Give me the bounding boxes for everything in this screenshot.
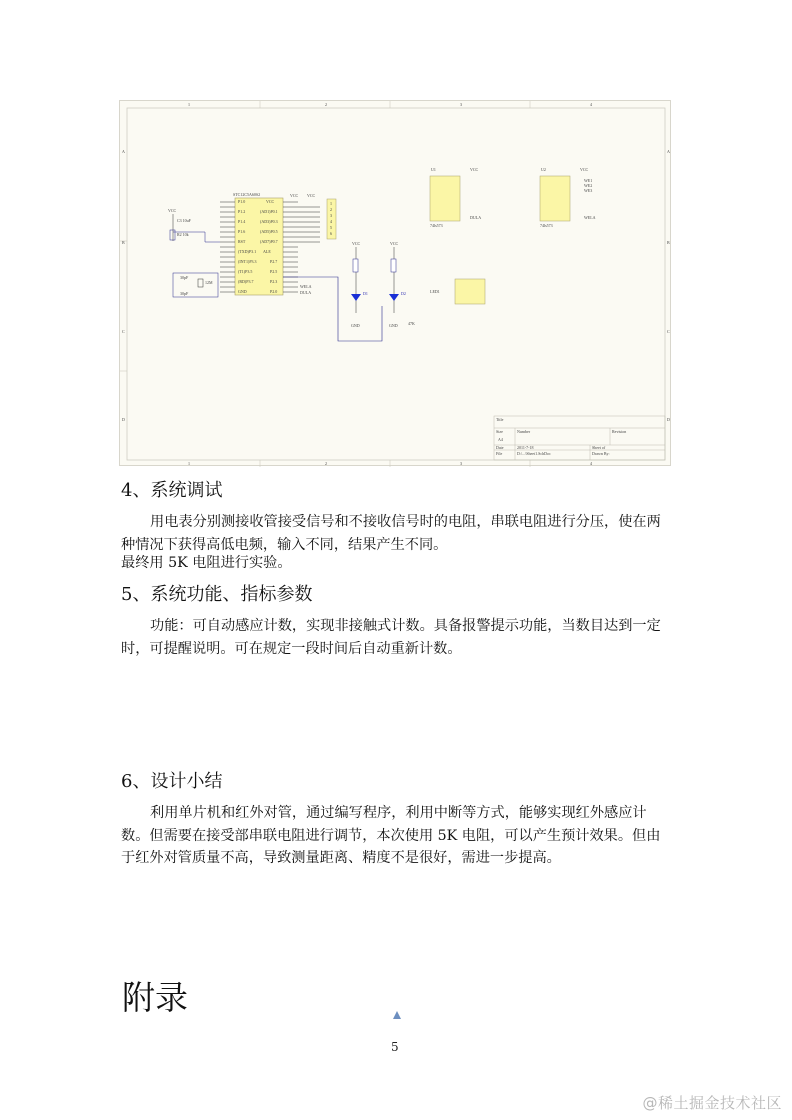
section-5-paragraph-1 [121, 615, 669, 660]
svg-text:(AD5)P0.5: (AD5)P0.5 [260, 229, 278, 234]
svg-text:6: 6 [330, 231, 332, 236]
svg-text:WE3: WE3 [584, 188, 593, 193]
svg-text:GND: GND [389, 323, 398, 328]
svg-text:VCC: VCC [352, 241, 361, 246]
svg-text:B: B [122, 240, 125, 245]
page-number: 5 [391, 1040, 399, 1054]
svg-text:U1: U1 [431, 167, 436, 172]
svg-text:1: 1 [188, 461, 190, 466]
svg-text:P2.5: P2.5 [270, 269, 278, 274]
svg-text:(AD3)P0.3: (AD3)P0.3 [260, 219, 278, 224]
section-heading-4: 4、系统调试 [121, 480, 223, 501]
svg-text:P1.6: P1.6 [238, 229, 246, 234]
svg-text:U2: U2 [541, 167, 546, 172]
svg-text:WELA: WELA [584, 215, 596, 220]
circuit-schematic-figure [119, 100, 671, 466]
section-6-paragraph-1 [121, 802, 669, 870]
svg-text:(AD1)P0.1: (AD1)P0.1 [260, 209, 278, 214]
appendix-heading: 附录 [122, 978, 188, 1017]
svg-text:P2.3: P2.3 [270, 279, 278, 284]
svg-text:47K: 47K [408, 321, 415, 326]
section-heading-5: 5、系统功能、指标参数 [121, 584, 313, 605]
svg-text:WE2: WE2 [584, 183, 593, 188]
svg-text:D:\...\Sheet1.SchDoc: D:\...\Sheet1.SchDoc [517, 451, 551, 456]
triangle-marker-icon [393, 1011, 401, 1019]
svg-text:VCC: VCC [266, 199, 275, 204]
svg-text:LED1: LED1 [430, 289, 440, 294]
svg-text:R2 10k: R2 10k [177, 232, 189, 237]
svg-text:2011-7-18: 2011-7-18 [517, 445, 534, 450]
svg-text:3: 3 [460, 461, 462, 466]
section-4-text-1: 用电表分别测接收管接受信号和不接收信号时的电阻，串联电阻进行分压，使在两种情况下获得高低电频，输入不同，结果产生不同。 [121, 514, 661, 553]
svg-text:VCC: VCC [168, 208, 177, 213]
svg-text:C: C [122, 329, 125, 334]
svg-text:(AD7)P0.7: (AD7)P0.7 [260, 239, 278, 244]
svg-text:VCC: VCC [390, 241, 399, 246]
svg-text:VCC: VCC [470, 167, 479, 172]
svg-text:P1.2: P1.2 [238, 209, 246, 214]
svg-text:30pF: 30pF [180, 275, 189, 280]
svg-text:30pF: 30pF [180, 291, 189, 296]
svg-text:Revision: Revision [612, 429, 627, 434]
svg-text:GND: GND [238, 289, 247, 294]
watermark: @稀土掘金技术社区 [642, 1094, 782, 1112]
svg-text:Date: Date [496, 445, 504, 450]
svg-text:ALE: ALE [263, 249, 271, 254]
svg-text:VCC: VCC [580, 167, 589, 172]
svg-text:4: 4 [330, 219, 332, 224]
section-4-paragraph-1 [121, 511, 669, 556]
svg-text:3: 3 [330, 213, 332, 218]
svg-text:5: 5 [330, 225, 332, 230]
svg-text:(INT1)P3.3: (INT1)P3.3 [238, 259, 257, 264]
svg-text:D: D [667, 417, 670, 422]
svg-text:STC12C5A60S2: STC12C5A60S2 [233, 192, 261, 197]
section-heading-6: 6、设计小结 [121, 771, 223, 792]
svg-text:VCC: VCC [307, 193, 316, 198]
svg-text:2: 2 [325, 102, 327, 107]
svg-text:C: C [667, 329, 670, 334]
svg-text:P1.4: P1.4 [238, 219, 246, 224]
schematic-drawing [120, 101, 672, 467]
svg-text:74ls573: 74ls573 [430, 223, 443, 228]
svg-text:A: A [667, 149, 670, 154]
svg-text:WELA: WELA [300, 284, 312, 289]
svg-text:DULA: DULA [470, 215, 482, 220]
svg-text:1: 1 [188, 102, 190, 107]
svg-text:12M: 12M [205, 280, 213, 285]
svg-text:1: 1 [330, 201, 332, 206]
svg-text:3: 3 [460, 102, 462, 107]
svg-text:D: D [122, 417, 125, 422]
svg-text:74ls573: 74ls573 [540, 223, 553, 228]
svg-text:A4: A4 [498, 437, 503, 442]
svg-text:4: 4 [590, 461, 592, 466]
svg-text:P1.0: P1.0 [238, 199, 246, 204]
svg-text:A: A [122, 149, 125, 154]
svg-text:WE1: WE1 [584, 178, 593, 183]
section-4-paragraph-2: 最终用 5K 电阻进行实验。 [121, 555, 292, 571]
svg-text:C3 10uF: C3 10uF [177, 218, 191, 223]
svg-text:Sheet of: Sheet of [592, 445, 606, 450]
svg-text:B: B [667, 240, 670, 245]
svg-text:2: 2 [325, 461, 327, 466]
svg-text:D1: D1 [363, 291, 368, 296]
svg-text:(TXD)P3.1: (TXD)P3.1 [238, 249, 257, 254]
svg-text:DULA: DULA [300, 290, 312, 295]
svg-text:Title: Title [496, 417, 504, 422]
svg-text:(T1)P3.5: (T1)P3.5 [238, 269, 253, 274]
svg-text:4: 4 [590, 102, 592, 107]
section-5-text-1: 功能：可自动感应计数，实现非接触式计数。具备报警提示功能，当数目达到一定时，可提醒说明。可在规定一段时间后自动重新计数。 [121, 618, 661, 657]
svg-text:P2.7: P2.7 [270, 259, 278, 264]
svg-text:RST: RST [238, 239, 246, 244]
svg-text:2: 2 [330, 207, 332, 212]
svg-text:Number: Number [517, 429, 531, 434]
svg-text:D2: D2 [401, 291, 406, 296]
svg-text:(RD)P3.7: (RD)P3.7 [238, 279, 254, 284]
section-6-text-1: 利用单片机和红外对管，通过编写程序，利用中断等方式，能够实现红外感应计数。但需要在接受部串联电阻进行调节，本次使用 5K 电阻，可以产生预计效果。但由于红外对管质量不高，导致测量距离、精度不是很好，需进一步提高。 [121, 805, 661, 866]
svg-text:File: File [496, 451, 503, 456]
svg-text:P2.0: P2.0 [270, 289, 278, 294]
svg-text:Size: Size [496, 429, 503, 434]
svg-text:VCC: VCC [290, 193, 299, 198]
svg-text:GND: GND [351, 323, 360, 328]
svg-text:Drawn By:: Drawn By: [592, 451, 610, 456]
